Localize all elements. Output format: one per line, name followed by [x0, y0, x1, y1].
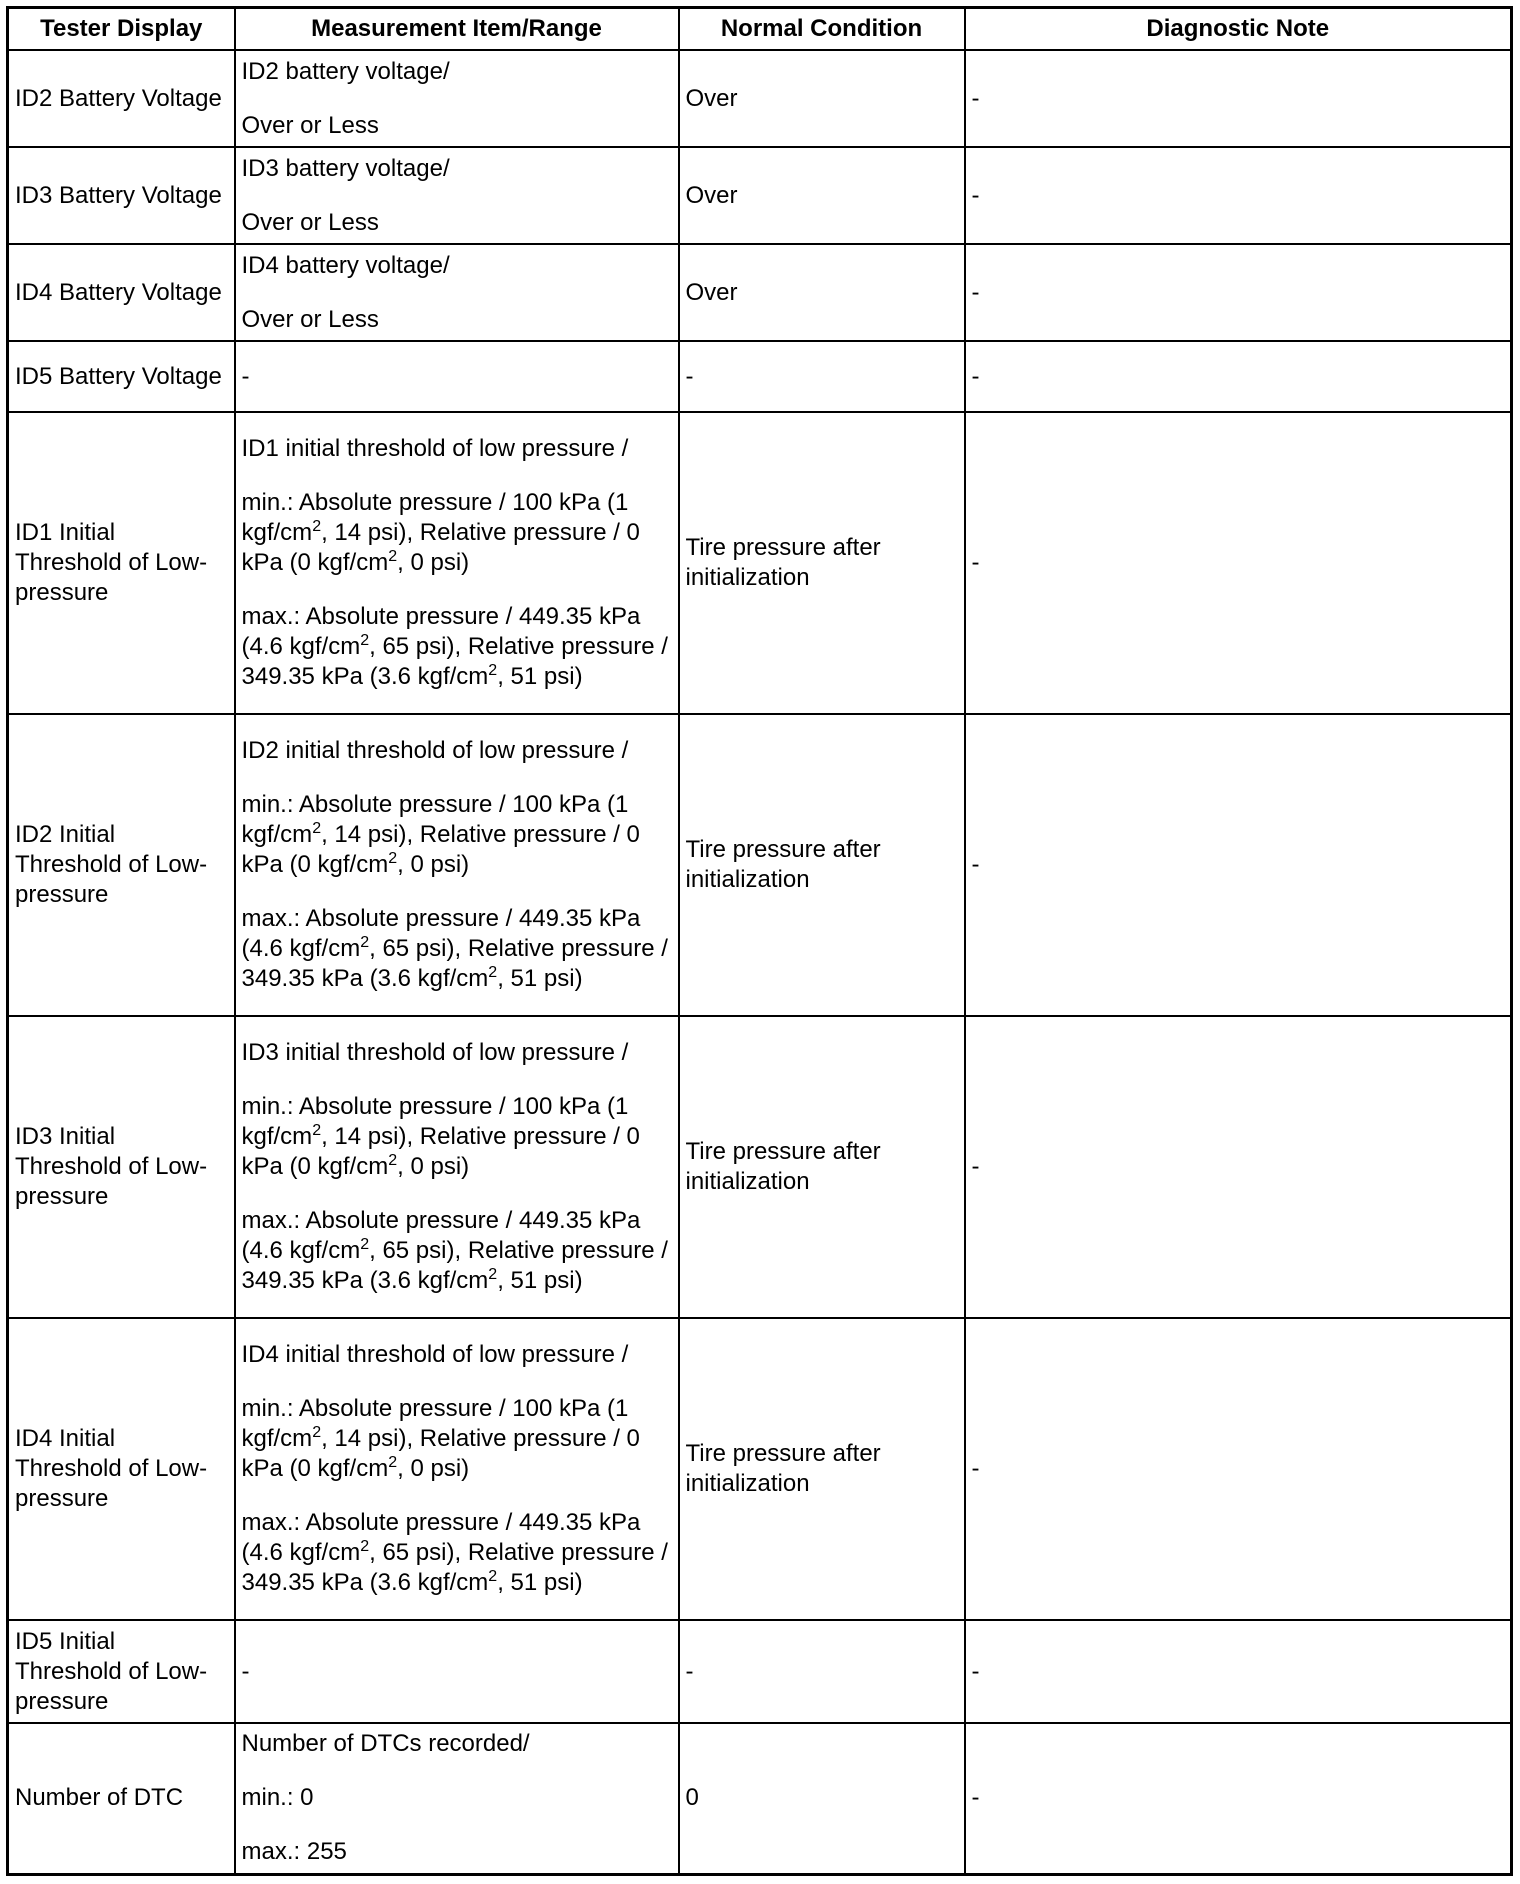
tester-display-cell: ID4 Battery Voltage: [8, 244, 235, 341]
header-tester-display: Tester Display: [8, 8, 235, 51]
measurement-range-line: Number of DTCs recorded/: [241, 1730, 530, 1758]
measurement-range-cell: [235, 412, 679, 714]
header-measurement-item-range: Measurement Item/Range: [235, 8, 679, 51]
normal-condition-cell: -: [679, 341, 965, 412]
table-row: [8, 1723, 1512, 1874]
diagnostic-note-cell: -: [965, 1318, 1512, 1620]
table-row: [8, 1620, 1512, 1723]
table-row: [8, 50, 1512, 147]
tester-display-cell: ID4 Initial Threshold of Low-pressure: [8, 1318, 235, 1620]
measurement-range-line: min.: Absolute pressure / 100 kPa (1 kgf/$cm^2$, 14 psi), Relative pressure / 0 kPa (0 kgf/$cm^2$, 0 psi): [241, 1093, 640, 1180]
tester-display-cell: ID5 Initial Threshold of Low-pressure: [8, 1620, 235, 1723]
tester-display-cell: ID3 Battery Voltage: [8, 147, 235, 244]
diagnostic-note-cell: -: [965, 412, 1512, 714]
tester-display-cell: ID5 Battery Voltage: [8, 341, 235, 412]
header-normal-condition: Normal Condition: [679, 8, 965, 51]
diagnostic-data-table: [6, 6, 1513, 1876]
measurement-range-line: ID2 battery voltage/: [241, 57, 450, 85]
measurement-range-line: max.: Absolute pressure / 449.35 kPa (4.6 kgf/$cm^2$, 65 psi), Relative pressure / 349.35 kPa (3.6 kgf/$cm^2$, 51 psi): [241, 1207, 668, 1294]
measurement-range-cell: [235, 50, 679, 147]
measurement-range-line: ID2 initial threshold of low pressure /: [241, 737, 629, 764]
measurement-range-line: max.: 255: [241, 1838, 347, 1866]
table-body: [8, 50, 1512, 1874]
normal-condition-cell: Over: [679, 147, 965, 244]
measurement-range-line: Over or Less: [241, 208, 379, 236]
measurement-range-line: max.: Absolute pressure / 449.35 kPa (4.6 kgf/$cm^2$, 65 psi), Relative pressure / 349.35 kPa (3.6 kgf/$cm^2$, 51 psi): [241, 1509, 668, 1596]
normal-condition-cell: Over: [679, 244, 965, 341]
measurement-range-line: Over or Less: [241, 111, 379, 139]
table-row: [8, 341, 1512, 412]
measurement-range-line: Over or Less: [241, 305, 379, 333]
header-diagnostic-note: Diagnostic Note: [965, 8, 1512, 51]
table-row: [8, 244, 1512, 341]
normal-condition-cell: Tire pressure after initialization: [679, 412, 965, 714]
tester-display-cell: ID3 Initial Threshold of Low-pressure: [8, 1016, 235, 1318]
table-row: [8, 1318, 1512, 1620]
diagnostic-note-cell: -: [965, 50, 1512, 147]
measurement-range-line: min.: 0: [241, 1784, 314, 1812]
diagnostic-note-cell: -: [965, 1620, 1512, 1723]
normal-condition-cell: Tire pressure after initialization: [679, 1318, 965, 1620]
table-row: [8, 147, 1512, 244]
normal-condition-cell: 0: [679, 1723, 965, 1874]
measurement-range-cell: [235, 1723, 679, 1874]
tester-display-cell: Number of DTC: [8, 1723, 235, 1874]
table-row: [8, 1016, 1512, 1318]
normal-condition-cell: Over: [679, 50, 965, 147]
table-row: [8, 412, 1512, 714]
normal-condition-cell: Tire pressure after initialization: [679, 1016, 965, 1318]
measurement-range-cell: [235, 147, 679, 244]
measurement-range-line: min.: Absolute pressure / 100 kPa (1 kgf/$cm^2$, 14 psi), Relative pressure / 0 kPa (0 kgf/$cm^2$, 0 psi): [241, 1395, 640, 1482]
normal-condition-cell: Tire pressure after initialization: [679, 714, 965, 1016]
diagnostic-note-cell: -: [965, 147, 1512, 244]
measurement-range-cell: [235, 714, 679, 1016]
normal-condition-cell: -: [679, 1620, 965, 1723]
diagnostic-note-cell: -: [965, 341, 1512, 412]
measurement-range-line: -: [241, 1657, 250, 1685]
measurement-range-line: max.: Absolute pressure / 449.35 kPa (4.6 kgf/$cm^2$, 65 psi), Relative pressure / 349.35 kPa (3.6 kgf/$cm^2$, 51 psi): [241, 603, 668, 690]
diagnostic-note-cell: -: [965, 714, 1512, 1016]
measurement-range-cell: [235, 1620, 679, 1723]
measurement-range-cell: [235, 244, 679, 341]
table-row: [8, 714, 1512, 1016]
tester-display-cell: ID2 Battery Voltage: [8, 50, 235, 147]
diagnostic-note-cell: -: [965, 244, 1512, 341]
measurement-range-cell: [235, 341, 679, 412]
measurement-range-line: ID4 initial threshold of low pressure /: [241, 1341, 629, 1368]
tester-display-cell: ID2 Initial Threshold of Low-pressure: [8, 714, 235, 1016]
measurement-range-line: max.: Absolute pressure / 449.35 kPa (4.6 kgf/$cm^2$, 65 psi), Relative pressure / 349.35 kPa (3.6 kgf/$cm^2$, 51 psi): [241, 905, 668, 992]
measurement-range-cell: [235, 1016, 679, 1318]
diagnostic-note-cell: -: [965, 1723, 1512, 1874]
tester-display-cell: ID1 Initial Threshold of Low-pressure: [8, 412, 235, 714]
measurement-range-line: ID3 battery voltage/: [241, 154, 450, 182]
measurement-range-line: min.: Absolute pressure / 100 kPa (1 kgf/$cm^2$, 14 psi), Relative pressure / 0 kPa (0 kgf/$cm^2$, 0 psi): [241, 791, 640, 878]
measurement-range-line: min.: Absolute pressure / 100 kPa (1 kgf/$cm^2$, 14 psi), Relative pressure / 0 kPa (0 kgf/$cm^2$, 0 psi): [241, 489, 640, 576]
measurement-range-line: -: [241, 362, 250, 390]
diagnostic-note-cell: -: [965, 1016, 1512, 1318]
measurement-range-line: ID3 initial threshold of low pressure /: [241, 1039, 629, 1066]
measurement-range-line: ID1 initial threshold of low pressure /: [241, 435, 629, 462]
measurement-range-cell: [235, 1318, 679, 1620]
header-row: [8, 8, 1512, 51]
measurement-range-line: ID4 battery voltage/: [241, 251, 450, 279]
